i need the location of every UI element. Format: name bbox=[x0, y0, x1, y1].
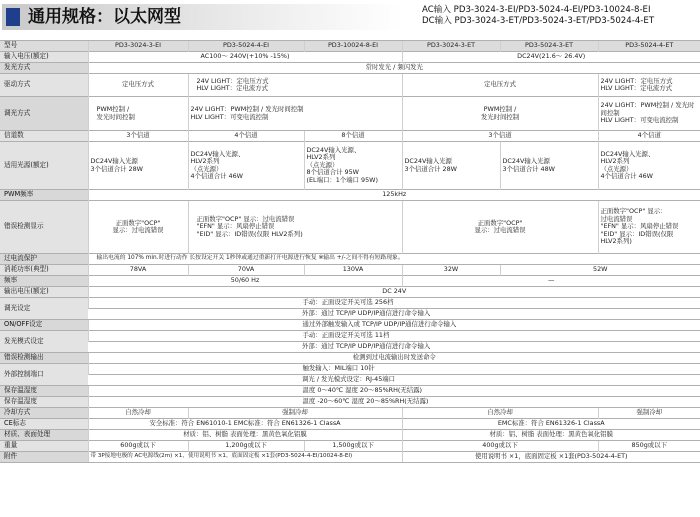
row-label: 材质、表面处理 bbox=[0, 430, 88, 441]
cell-value: PWM控制 / 发光时间控制 bbox=[88, 97, 188, 131]
cell-value: 70VA bbox=[188, 265, 304, 276]
table-row bbox=[0, 320, 700, 331]
row-label: 附件 bbox=[0, 452, 88, 463]
cell-value: 强制冷却 bbox=[188, 408, 402, 419]
cell-value: 24V LIGHT：PWM控制 / 发光时间控制 HLV LIGHT：可变电流控制 bbox=[598, 97, 700, 131]
cell-value: 输出电流的 107% min.时进行动作 长按设定开关 1秒钟或通过重新打开电源进行恢复 ※输出 +/-之间不得有短路现象。 bbox=[88, 254, 700, 265]
cell-value: 400g或以下 bbox=[402, 441, 598, 452]
row-label: 发光模式设定 bbox=[0, 331, 88, 353]
row-label: 调光方式 bbox=[0, 97, 88, 131]
cell-value: AC100～ 240V(+10% -15%) bbox=[88, 52, 402, 63]
table-row bbox=[0, 408, 700, 419]
table-row bbox=[0, 452, 700, 463]
cell-value: DC 24V bbox=[88, 287, 700, 298]
table-row bbox=[0, 276, 700, 287]
table-row bbox=[0, 386, 700, 397]
cell-value: 定电压方式 bbox=[88, 74, 188, 97]
row-label: PWM频率 bbox=[0, 190, 88, 201]
cell-value: 8个信道 bbox=[304, 131, 402, 142]
row-label: 消耗功率(典型) bbox=[0, 265, 88, 276]
cell-value: 温度 0～40℃ 湿度 20～85%RH(无结露) bbox=[88, 386, 700, 397]
cell-value: 1,200g或以下 bbox=[188, 441, 304, 452]
cell-value: 24V LIGHT：PWM控制 / 发光时间控制 HLV LIGHT：可变电流控制 bbox=[188, 97, 402, 131]
cell-value: 强制冷却 bbox=[598, 408, 700, 419]
model-header: PD3-5024-3-ET bbox=[500, 41, 598, 52]
row-label: 频率 bbox=[0, 276, 88, 287]
cell-value: 自然冷却 bbox=[88, 408, 188, 419]
row-label: 外部控制端口 bbox=[0, 364, 88, 386]
cell-value: 材质：铝、树脂 表面处理：黑黄色氧化铝膜 bbox=[402, 430, 700, 441]
table-row bbox=[0, 52, 700, 63]
table-row bbox=[0, 342, 700, 353]
table-row bbox=[0, 74, 700, 97]
row-label: 错误检测输出 bbox=[0, 353, 88, 364]
row-label: 保存温湿度 bbox=[0, 397, 88, 408]
row-label: 输出电压(额定) bbox=[0, 287, 88, 298]
cell-value: 材质：铝、树脂 表面处理：黑黄色氧化铝膜 bbox=[88, 430, 402, 441]
cell-value: DC24V输入光源、 HLV2系列 （点光源） 4个信道合计 46W bbox=[598, 142, 700, 190]
model-header: PD3-10024-8-EI bbox=[304, 41, 402, 52]
table-row bbox=[0, 287, 700, 298]
cell-value: 外部：通过 TCP/IP UDP/IP通信进行命令输入 bbox=[88, 342, 700, 353]
cell-value: DC24V(21.6～ 26.4V) bbox=[402, 52, 700, 63]
cell-value: 定电压方式 bbox=[402, 74, 598, 97]
cell-value: 130VA bbox=[304, 265, 402, 276]
row-label: 型号 bbox=[0, 41, 88, 52]
row-label: 驱动方式 bbox=[0, 74, 88, 97]
cell-value: 正面数字"OCP" 显示：过电流错误 bbox=[88, 201, 188, 254]
cell-value: 4个信道 bbox=[598, 131, 700, 142]
page-header bbox=[0, 0, 700, 38]
page-title: 通用规格：以太网型 bbox=[28, 7, 181, 27]
row-label: 调光设定 bbox=[0, 298, 88, 320]
row-label: 适用光源(额定) bbox=[0, 142, 88, 190]
cell-value: 使用说明书 ×1，底面固定板 ×1套(PD3-5024-4-ET) bbox=[402, 452, 700, 463]
cell-value: 安全标准：符合 EN61010-1 EMC标准：符合 EN61326-1 ClassA bbox=[88, 419, 402, 430]
table-row bbox=[0, 142, 700, 190]
cell-value: 4个信道 bbox=[188, 131, 304, 142]
cell-value: 正面数字"OCP" 显示：过电流错误 "EFN" 显示：风扇停止错误 "EID" 显示：ID错误(仅限 HLV2系列) bbox=[188, 201, 402, 254]
table-row bbox=[0, 63, 700, 74]
model-line-dc: DC输入 PD3-3024-3-ET/PD3-5024-3-ET/PD3-5024-4-ET bbox=[422, 15, 655, 26]
cell-value: 触发输入：MIL端口 10针 bbox=[88, 364, 700, 375]
cell-value: 1,500g或以下 bbox=[304, 441, 402, 452]
table-row bbox=[0, 309, 700, 320]
cell-value: DC24V输入光源 3个信道合计 48W bbox=[500, 142, 598, 190]
table-row bbox=[0, 430, 700, 441]
table-row bbox=[0, 265, 700, 276]
cell-value: 常时发光 / 频闪发光 bbox=[88, 63, 700, 74]
table-row bbox=[0, 201, 700, 254]
row-label: 冷却方式 bbox=[0, 408, 88, 419]
cell-value: 调光 / 发光模式设定：RJ-45端口 bbox=[88, 375, 700, 386]
model-header: PD3-5024-4-ET bbox=[598, 41, 700, 52]
cell-value: 正面数字"OCP" 显示：过电流错误 bbox=[402, 201, 598, 254]
model-line-ac: AC输入 PD3-3024-3-EI/PD3-5024-4-EI/PD3-10024-8-EI bbox=[422, 5, 651, 15]
cell-value: 32W bbox=[402, 265, 500, 276]
row-label: 保存温湿度 bbox=[0, 386, 88, 397]
cell-value: DC24V输入光源、 HLV2系列 （点光源） 4个信道合计 46W bbox=[188, 142, 304, 190]
table-row bbox=[0, 331, 700, 342]
cell-value: DC24V输入光源、 HLV2系列 （点光源） 8个信道合计 95W (EL端口：1个端口 95W) bbox=[304, 142, 402, 190]
table-row bbox=[0, 131, 700, 142]
table-row bbox=[0, 441, 700, 452]
row-label: ON/OFF设定 bbox=[0, 320, 88, 331]
model-list bbox=[422, 5, 694, 26]
table-row bbox=[0, 353, 700, 364]
cell-value: 通过外部触发输入或 TCP/IP UDP/IP通信进行命令输入 bbox=[88, 320, 700, 331]
cell-value: 850g或以下 bbox=[598, 441, 700, 452]
title-bar bbox=[2, 4, 402, 30]
row-label: 信道数 bbox=[0, 131, 88, 142]
cell-value: 50/60 Hz bbox=[88, 276, 402, 287]
cell-value: 600g或以下 bbox=[88, 441, 188, 452]
cell-value: 78VA bbox=[88, 265, 188, 276]
cell-value: 24V LIGHT：定电压方式 HLV LIGHT：定电流方式 bbox=[188, 74, 402, 97]
table-row bbox=[0, 375, 700, 386]
model-header: PD3-3024-3-ET bbox=[402, 41, 500, 52]
table-row bbox=[0, 298, 700, 309]
model-header: PD3-5024-4-EI bbox=[188, 41, 304, 52]
cell-value: 手动：正面设定开关可选 11档 bbox=[88, 331, 700, 342]
cell-value: — bbox=[402, 276, 700, 287]
table-row bbox=[0, 419, 700, 430]
table-row bbox=[0, 397, 700, 408]
cell-value: DC24V输入光源 3个信道合计 28W bbox=[88, 142, 188, 190]
spec-table bbox=[0, 40, 700, 463]
cell-value: 手动：正面设定开关可选 256档 bbox=[88, 298, 700, 309]
table-row bbox=[0, 254, 700, 265]
cell-value: 52W bbox=[500, 265, 700, 276]
cell-value: 125kHz bbox=[88, 190, 700, 201]
table-row bbox=[0, 364, 700, 375]
cell-value: EMC标准：符合 EN61326-1 ClassA bbox=[402, 419, 700, 430]
cell-value: 带 3P接地电极的 AC电源线(2m) ×1，使用说明书 ×1，底面固定板 ×1套(PD3-5024-4-EI/10024-8-EI) bbox=[88, 452, 402, 463]
cell-value: PWM控制 / 发光时间控制 bbox=[402, 97, 598, 131]
cell-value: 3个信道 bbox=[88, 131, 188, 142]
row-label: 错误检测显示 bbox=[0, 201, 88, 254]
row-label: 发光方式 bbox=[0, 63, 88, 74]
model-header: PD3-3024-3-EI bbox=[88, 41, 188, 52]
row-label: 过电流保护 bbox=[0, 254, 88, 265]
cell-value: 自然冷却 bbox=[402, 408, 598, 419]
cell-value: 正面数字"OCP" 显示： 过电流错误 "EFN" 显示：风扇停止错误 "EID" 显示：ID错误(仅限 HLV2系列) bbox=[598, 201, 700, 254]
title-marker bbox=[6, 8, 20, 26]
row-label: 重量 bbox=[0, 441, 88, 452]
cell-value: 温度 -20～60℃ 湿度 20～85%RH(无结露) bbox=[88, 397, 700, 408]
cell-value: 24V LIGHT：定电压方式 HLV LIGHT：定电流方式 bbox=[598, 74, 700, 97]
cell-value: 检测到过电流输出时发送命令 bbox=[88, 353, 700, 364]
cell-value: DC24V输入光源 3个信道合计 28W bbox=[402, 142, 500, 190]
table-row bbox=[0, 190, 700, 201]
row-label: 输入电压(额定) bbox=[0, 52, 88, 63]
table-header-row bbox=[0, 41, 700, 52]
cell-value: 3个信道 bbox=[402, 131, 598, 142]
table-row bbox=[0, 97, 700, 131]
cell-value: 外部：通过 TCP/IP UDP/IP通信进行命令输入 bbox=[88, 309, 700, 320]
row-label: CE标志 bbox=[0, 419, 88, 430]
